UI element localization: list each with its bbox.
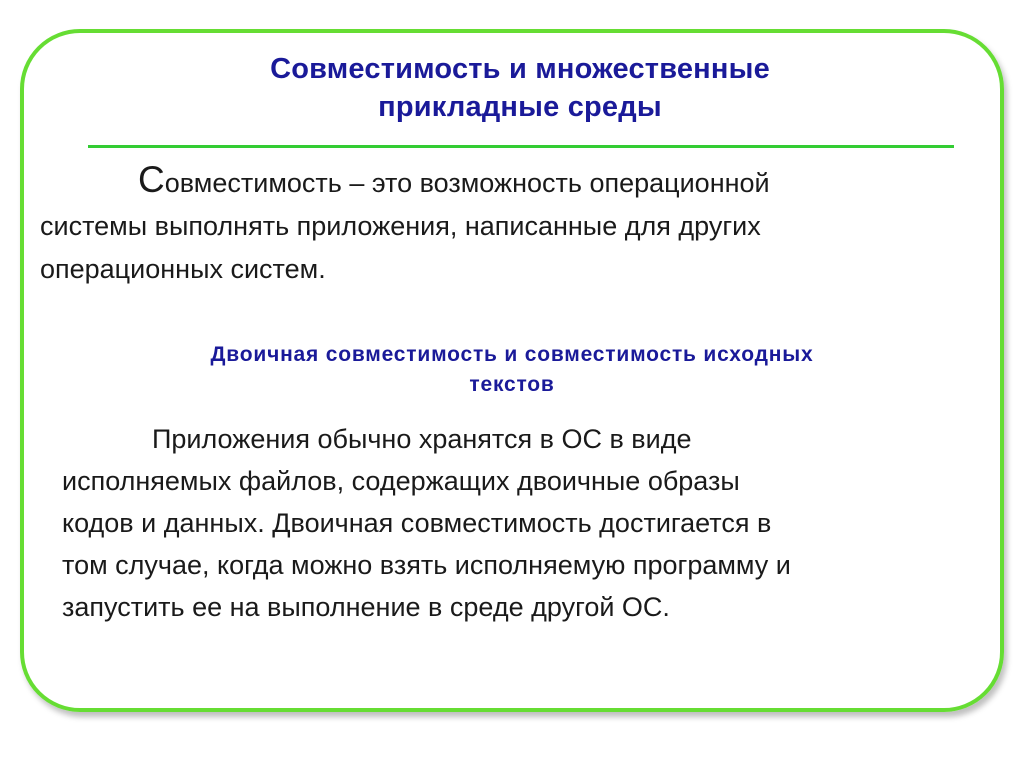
title-line-1: Совместимость и множественные [270,53,770,85]
definition-line-3: операционных систем. [40,254,326,284]
definition-line-2: системы выполнять приложения, написанные для других [40,211,761,241]
definition-line-1 [40,158,970,205]
body-paragraph [62,418,992,628]
body-line-5: запустить ее на выполнение в среде другой ОС. [62,592,670,622]
definition-line-1-text: овместимость – это возможность операционной [164,168,770,198]
title-line-2: прикладные среды [378,91,662,123]
body-line-3: кодов и данных. Двоичная совместимость достигается в [62,508,772,538]
slide-title [120,50,920,126]
body-line-4: том случае, когда можно взять исполняемую программу и [62,550,791,580]
section-subtitle [60,340,964,400]
body-line-2: исполняемых файлов, содержащих двоичные образы [62,466,740,496]
title-divider [88,145,954,148]
definition-paragraph [40,158,970,291]
subtitle-line-2: текстов [469,373,555,396]
subtitle-line-1: Двоичная совместимость и совместимость исходных [210,343,814,366]
definition-dropcap: С [138,159,165,200]
body-line-1 [62,418,992,460]
body-line-1-text: Приложения обычно хранятся в ОС в виде [152,424,692,454]
